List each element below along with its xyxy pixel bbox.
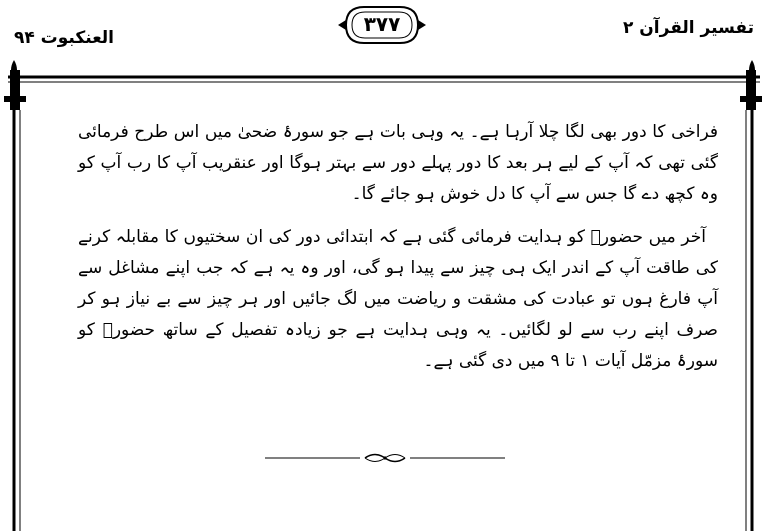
left-column-ornament [4,60,26,531]
commentary-body [78,117,718,377]
header-book-title: تفسیر القرآن ۲ [622,18,754,38]
right-column-ornament [740,60,762,531]
section-end-ornament [265,452,505,464]
page-number: ۳۷۷ [363,12,401,36]
paragraph-2: آخر میں حضورؐ کو ہدایت فرمائی گئی ہے کہ ابتدائی دور کی ان سختیوں کا مقابلہ کرنے کی طاقت آپ کے اندر ایک ہی چیز سے پیدا ہو گی، اور وہ یہ ہے کہ جب اپنے مشاغل سے آپ فارغ ہوں تو عبادت کی مشقت و ریاضت میں لگ جائیں اور ہر چیز سے بے نیاز ہو کر صرف اپنے رب سے لو لگائیں۔ یہ وہی ہدایت ہے جو زیادہ تفصیل کے ساتھ حضورؐ کو سورۂ مزمّل آیات ۱ تا ۹ میں دی گئی ہے۔ [78,227,718,371]
header-surah-ref: العنكبوت ۹۴ [14,28,114,48]
paragraph-1: فراخی کا دور بھی لگا چلا آرہا ہے۔ یہ وہی بات ہے جو سورۂ ضحیٰ میں اس طرح فرمائی گئی تھی کہ آپ کے لیے ہر بعد کا دور پہلے دور سے بہتر ہوگا اور عنقریب آپ کا رب آپ کو وہ کچھ دے گا جس سے آپ کا دل خوش ہو جائے گا۔ [78,122,718,204]
